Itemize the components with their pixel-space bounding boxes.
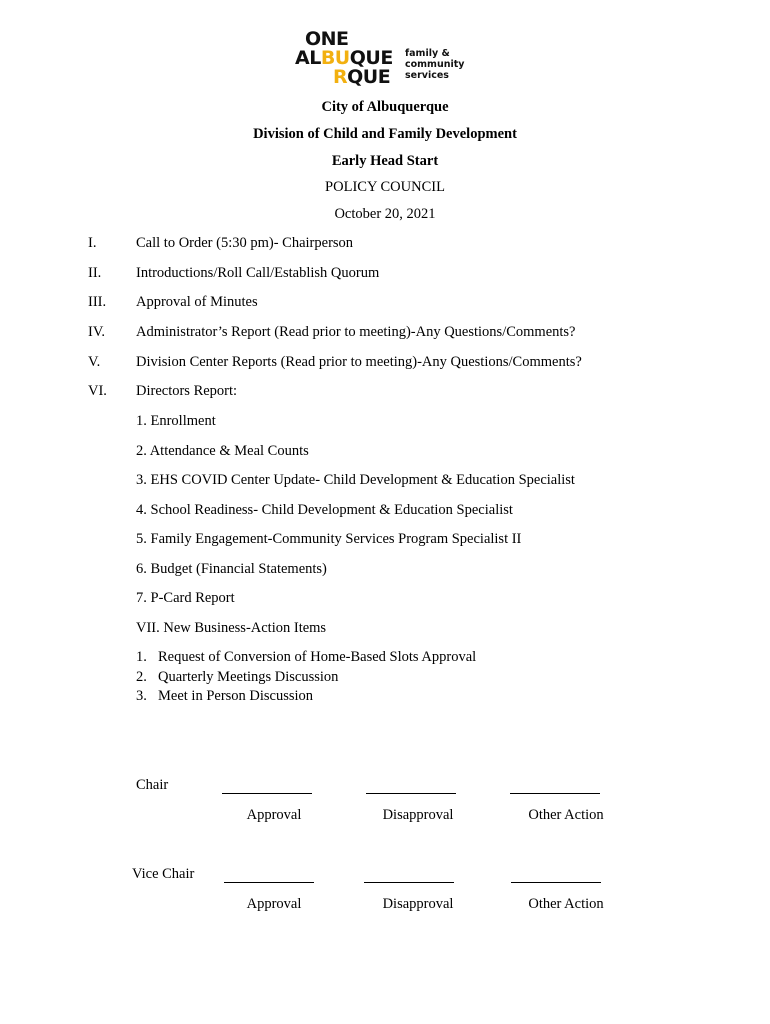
chair-disapproval-line[interactable]	[366, 793, 456, 794]
division-title: Division of Child and Family Development	[253, 126, 517, 142]
agenda-item: Call to Order (5:30 pm)- Chairperson	[136, 235, 354, 251]
agenda-number: III.	[88, 294, 107, 310]
business-item: Request of Conversion of Home-Based Slots Approval	[158, 649, 477, 665]
chair-disapproval-label: Disapproval	[382, 807, 454, 823]
agenda-number: VI.	[88, 383, 107, 399]
vice-chair-label: Vice Chair	[132, 866, 195, 882]
agenda-item: Administrator’s Report (Read prior to meeting)-Any Questions/Comments?	[136, 324, 576, 340]
agenda-item: Approval of Minutes	[136, 294, 258, 310]
business-item: Quarterly Meetings Discussion	[158, 669, 339, 685]
report-item: 4. School Readiness- Child Development & Education Specialist	[136, 502, 513, 518]
report-item: 6. Budget (Financial Statements)	[136, 561, 327, 577]
report-item: 2. Attendance & Meal Counts	[136, 443, 309, 459]
report-item: 3. EHS COVID Center Update- Child Development & Education Specialist	[136, 472, 575, 488]
report-item: VII. New Business-Action Items	[136, 620, 327, 636]
business-number: 2.	[136, 669, 147, 685]
agenda-number: II.	[88, 265, 102, 281]
business-item: Meet in Person Discussion	[158, 688, 314, 704]
program-title: Early Head Start	[331, 153, 439, 169]
meeting-date: October 20, 2021	[334, 206, 436, 222]
logo-tagline-services: services	[405, 70, 449, 81]
agenda-item: Directors Report:	[136, 383, 238, 399]
logo-line-one: ONE	[305, 28, 349, 50]
chair-other-action-line[interactable]	[510, 793, 600, 794]
chair-other-action-label: Other Action	[528, 807, 604, 823]
logo-tagline-community: community	[405, 59, 465, 70]
agenda-item: Division Center Reports (Read prior to meeting)-Any Questions/Comments?	[136, 354, 582, 370]
logo-line-rque: RQUE	[333, 66, 391, 88]
vice-chair-other-action-label: Other Action	[528, 896, 604, 912]
business-number: 1.	[136, 649, 147, 665]
report-item: 1. Enrollment	[136, 413, 216, 429]
agenda-number: I.	[88, 235, 97, 251]
report-item: 7. P-Card Report	[136, 590, 235, 606]
vice-chair-other-action-line[interactable]	[511, 882, 601, 883]
vice-chair-approval-label: Approval	[246, 896, 302, 912]
agenda-number: IV.	[88, 324, 106, 340]
agenda-item: Introductions/Roll Call/Establish Quorum	[136, 265, 380, 281]
chair-approval-line[interactable]	[222, 793, 312, 794]
logo-tagline-family: family &	[405, 48, 450, 59]
city-title: City of Albuquerque	[321, 99, 449, 115]
vice-chair-disapproval-line[interactable]	[364, 882, 454, 883]
logo-line-albuque: ALBUQUE	[295, 47, 393, 69]
report-item: 5. Family Engagement-Community Services Program Specialist II	[136, 531, 522, 547]
agenda-number: V.	[88, 354, 101, 370]
vice-chair-approval-line[interactable]	[224, 882, 314, 883]
business-number: 3.	[136, 688, 147, 704]
chair-label: Chair	[136, 777, 169, 793]
one-albuquerque-logo	[295, 30, 475, 88]
council-title: POLICY COUNCIL	[325, 179, 445, 195]
chair-approval-label: Approval	[246, 807, 302, 823]
vice-chair-disapproval-label: Disapproval	[382, 896, 454, 912]
